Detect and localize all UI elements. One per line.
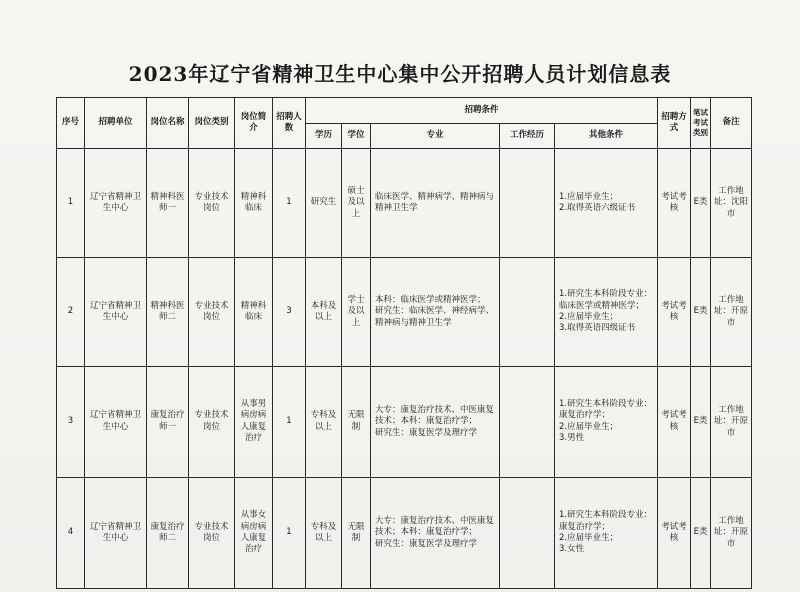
document-title: 2023年辽宁省精神卫生中心集中公开招聘人员计划信息表 (128, 62, 672, 86)
cell-other: 1.研究生本科阶段专业：康复治疗学； 2.应届毕业生； 3.男性 (555, 366, 658, 477)
header-edu: 学历 (306, 123, 342, 149)
cell-other: 1.应届毕业生； 2.取得英语六级证书 (555, 149, 658, 258)
table-row (57, 258, 752, 367)
header-exam-type: 笔试考试类别 (691, 98, 711, 149)
cell-unit: 辽宁省精神卫生中心 (85, 258, 147, 367)
cell-count: 1 (273, 149, 306, 258)
cell-seq: 1 (57, 149, 85, 258)
cell-method: 考试考核 (658, 149, 691, 258)
cell-remark: 工作地址：开原市 (711, 366, 752, 477)
header-other: 其他条件 (555, 123, 658, 149)
header-seq: 序号 (57, 98, 85, 149)
cell-post-intro: 精神科临床 (235, 258, 273, 367)
cell-post-name: 精神科医师一 (147, 149, 189, 258)
cell-count: 1 (273, 477, 306, 588)
cell-major: 大专：康复治疗技术、中医康复技术；本科：康复治疗学； 研究生：康复医学及理疗学 (371, 366, 500, 477)
header-count: 招聘人数 (273, 98, 306, 149)
cell-count: 1 (273, 366, 306, 477)
cell-edu: 专科及以上 (306, 477, 342, 588)
cell-post-name: 精神科医师二 (147, 258, 189, 367)
cell-unit: 辽宁省精神卫生中心 (85, 366, 147, 477)
cell-major: 大专：康复治疗技术、中医康复技术；本科：康复治疗学； 研究生：康复医学及理疗学 (371, 477, 500, 588)
header-degree: 学位 (342, 123, 371, 149)
cell-degree: 学士及以上 (342, 258, 371, 367)
cell-major: 临床医学、精神病学、精神病与精神卫生学 (371, 149, 500, 258)
cell-count: 3 (273, 258, 306, 367)
table-row (57, 477, 752, 588)
header-method: 招聘方式 (658, 98, 691, 149)
cell-degree: 无限制 (342, 477, 371, 588)
cell-post-name: 康复治疗师二 (147, 477, 189, 588)
cell-post-type: 专业技术岗位 (189, 149, 235, 258)
header-major: 专业 (371, 123, 500, 149)
cell-edu: 研究生 (306, 149, 342, 258)
cell-method: 考试考核 (658, 477, 691, 588)
cell-unit: 辽宁省精神卫生中心 (85, 149, 147, 258)
table-row (57, 366, 752, 477)
header-remark: 备注 (711, 98, 752, 149)
header-post-type: 岗位类别 (189, 98, 235, 149)
recruitment-table (56, 97, 752, 589)
cell-experience (500, 477, 555, 588)
cell-post-type: 专业技术岗位 (189, 258, 235, 367)
header-post-name: 岗位名称 (147, 98, 189, 149)
cell-edu: 专科及以上 (306, 366, 342, 477)
header-unit: 招聘单位 (85, 98, 147, 149)
cell-seq: 4 (57, 477, 85, 588)
cell-method: 考试考核 (658, 258, 691, 367)
cell-post-intro: 从事女病房病人康复治疗 (235, 477, 273, 588)
cell-edu: 本科及以上 (306, 258, 342, 367)
cell-remark: 工作地址：开原市 (711, 477, 752, 588)
cell-method: 考试考核 (658, 366, 691, 477)
cell-remark: 工作地址：沈阳市 (711, 149, 752, 258)
cell-post-type: 专业技术岗位 (189, 366, 235, 477)
cell-other: 1.研究生本科阶段专业：临床医学或精神医学； 2.应届毕业生； 3.取得英语四级证书 (555, 258, 658, 367)
cell-major: 本科：临床医学或精神医学； 研究生：临床医学、神经病学、精神病与精神卫生学 (371, 258, 500, 367)
cell-post-name: 康复治疗师一 (147, 366, 189, 477)
cell-degree: 硕士及以上 (342, 149, 371, 258)
cell-remark: 工作地址：开原市 (711, 258, 752, 367)
cell-degree: 无限制 (342, 366, 371, 477)
header-conditions: 招聘条件 (306, 98, 658, 124)
cell-seq: 3 (57, 366, 85, 477)
cell-experience (500, 258, 555, 367)
cell-post-intro: 精神科临床 (235, 149, 273, 258)
cell-seq: 2 (57, 258, 85, 367)
cell-exam-type: E类 (691, 366, 711, 477)
cell-experience (500, 366, 555, 477)
cell-exam-type: E类 (691, 477, 711, 588)
cell-exam-type: E类 (691, 258, 711, 367)
cell-experience (500, 149, 555, 258)
table-row (57, 149, 752, 258)
header-experience: 工作经历 (500, 123, 555, 149)
cell-exam-type: E类 (691, 149, 711, 258)
cell-unit: 辽宁省精神卫生中心 (85, 477, 147, 588)
header-row-1 (57, 98, 752, 124)
cell-other: 1.研究生本科阶段专业：康复治疗学； 2.应届毕业生； 3.女性 (555, 477, 658, 588)
header-post-intro: 岗位简介 (235, 98, 273, 149)
cell-post-intro: 从事男病房病人康复治疗 (235, 366, 273, 477)
cell-post-type: 专业技术岗位 (189, 477, 235, 588)
